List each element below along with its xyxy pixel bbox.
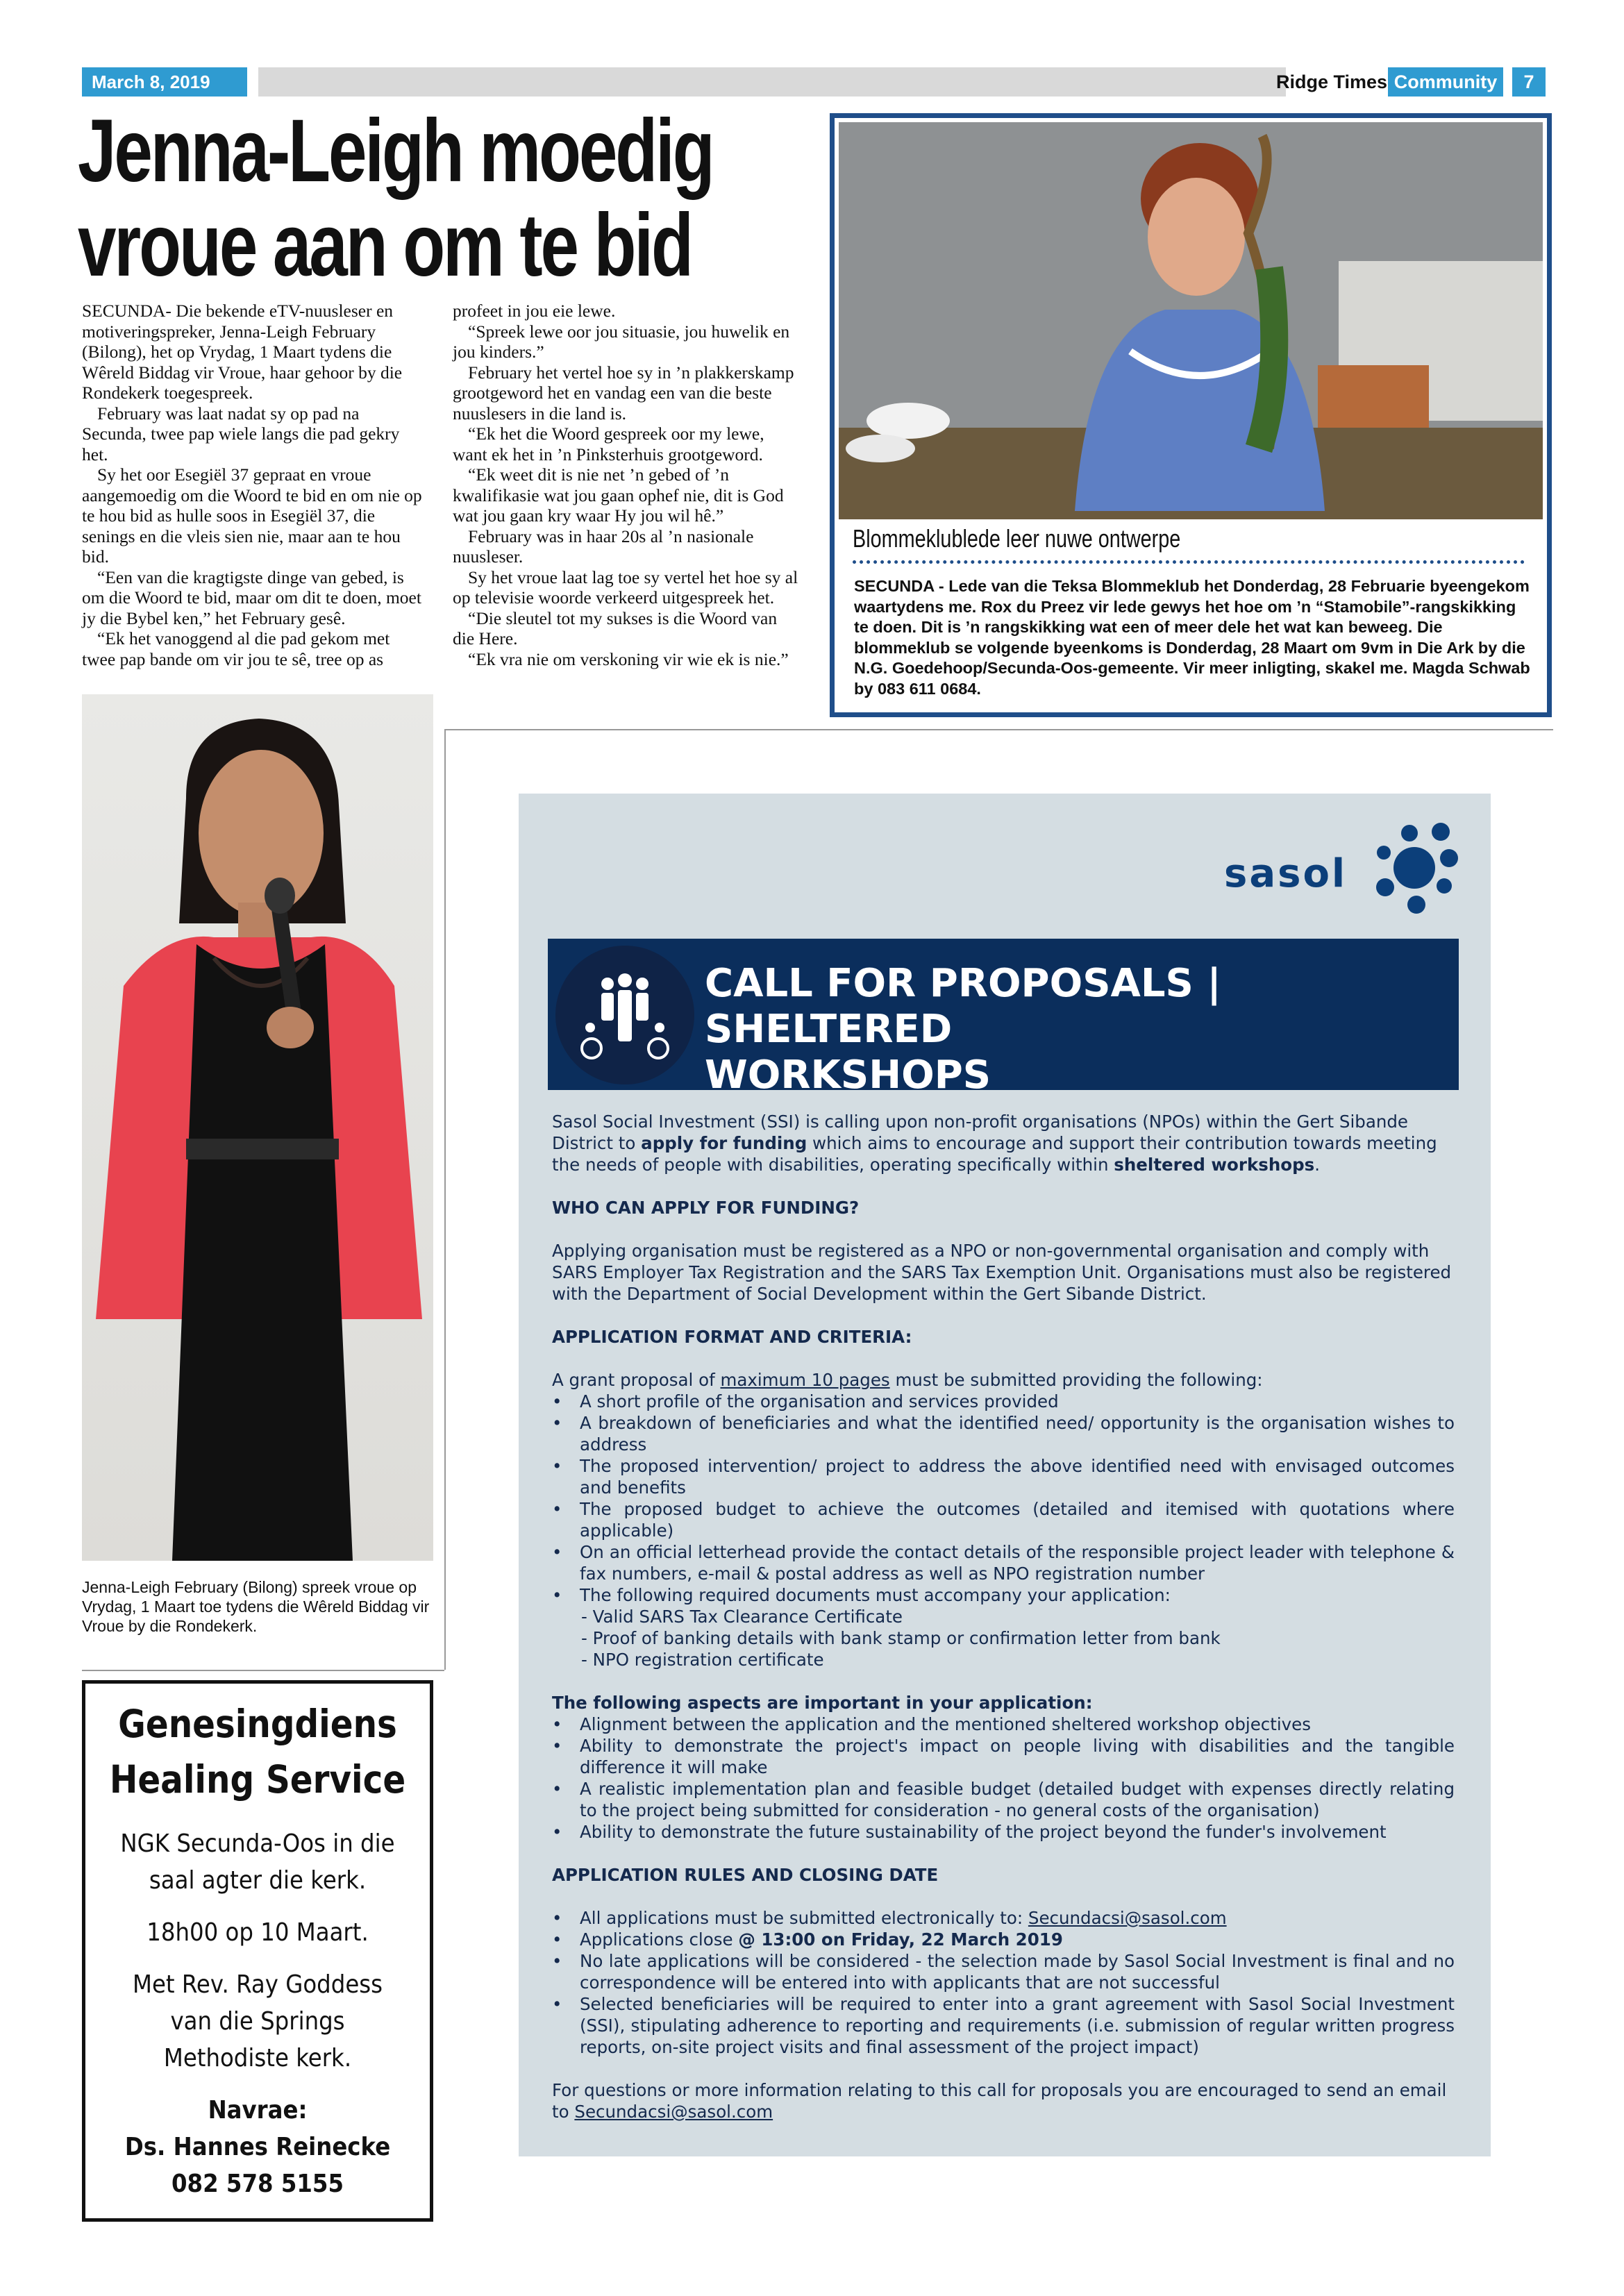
notice-contact-phone: 082 578 5155 [171,2170,344,2198]
format-intro-text: must be submitted providing the following: [889,1370,1263,1390]
article-paragraph: February het vertel hoe sy in ’n plakkerskamp grootgeword het en vandag een van die beste nuuslesers in die land is. [453,362,794,424]
article-paragraph: Sy het oor Esegiël 37 gepraat en vroue aangemoedig om die Woord te bid en om nie op te hou bid as hulle soos in Esegiël 37, die senings en die vleis sien nie, maar aan te hou bid. [82,464,422,567]
email-link[interactable]: Secundacsi@sasol.com [574,2102,773,2122]
list-item: • On an official letterhead provide the contact details of the responsible project leader with telephone & fax numbers, e-mail & postal address as well as NPO registration number [552,1541,1455,1584]
list-item: • The following required documents must accompany your application: [552,1584,1455,1606]
flower-club-title: Blommeklublede leer nuwe ontwerpe [853,524,1181,553]
list-item: • The proposed budget to achieve the outcomes (detailed and itemised with quotations where applicable) [552,1498,1455,1541]
dotted-rule [853,560,1525,564]
banner-title-line-2: WORKSHOPS [705,1053,991,1098]
notice-title-english: Healing Service [109,1757,406,1802]
intro-emphasis: apply for funding [641,1133,807,1153]
notice-speaker-line-1: Met Rev. Ray Goddess [132,1970,383,1999]
article-column-2 [453,301,801,669]
rules-list [552,1907,1455,2058]
intro-text: Sasol Social Investment (SSI) is calling upon non-profit organisations (NPOs) within the Gert Sibande District to [552,1112,1408,1153]
issue-date: March 8, 2019 [82,67,247,97]
article-column-1 [82,301,426,669]
rules-text: All applications must be submitted electronically to: [580,1908,1028,1928]
list-item: • Ability to demonstrate the project's impact on people living with disabilities and the tangible difference it will make [552,1735,1455,1778]
format-intro-text: A grant proposal of [552,1370,721,1390]
list-item: • The proposed intervention/ project to address the above identified need with envisaged outcomes and benefits [552,1455,1455,1498]
sasol-logo-text: sasol [1224,851,1348,896]
article-paragraph: “Ek het vanoggend al die pad gekom met twee pap bande om vir jou te sê, tree op as [82,628,390,669]
list-item: • Selected beneficiaries will be required to enter into a grant agreement with Sasol Social Investment (SSI), stipulating adherence to reporting and requirements (i.e. submission of regular written progress reports, on-site project visits and final assessment of the project impact) [552,1993,1455,2058]
who-heading: WHO CAN APPLY FOR FUNDING? [552,1198,860,1218]
proposal-body [552,1111,1455,2122]
section-label: Community [1388,67,1503,97]
article-headline [78,101,713,295]
rules-heading: APPLICATION RULES AND CLOSING DATE [552,1865,939,1885]
aspects-heading: The following aspects are important in your application: [552,1693,1093,1713]
closing-paragraph [552,2079,1455,2122]
article-paragraph: “Spreek lewe oor jou situasie, jou huwelik en jou kinders.” [453,321,790,362]
email-link[interactable]: Secundacsi@sasol.com [1028,1908,1227,1928]
list-item [552,1929,1455,1950]
article-paragraph: February was in haar 20s al ’n nasionale nuusleser. [453,526,754,567]
column-divider [444,729,446,1670]
list-item [552,1907,1455,1929]
people-disability-icon [555,946,694,1084]
article-paragraph: profeet in jou eie lewe. [453,301,616,321]
document-item: - Proof of banking details with bank stamp or confirmation letter from bank [581,1628,1221,1648]
format-intro-limit: maximum 10 pages [720,1370,890,1390]
document-item: - NPO registration certificate [581,1650,824,1670]
banner-title-line-1: CALL FOR PROPOSALS | SHELTERED [705,961,1221,1052]
format-heading: APPLICATION FORMAT AND CRITERIA: [552,1327,912,1347]
article-paragraph: “Ek het die Woord gespreek oor my lewe, want ek het in ’n Pinksterhuis grootgeword. [453,424,764,464]
notice-title-afrikaans: Genesingdiens [118,1702,397,1746]
speaker-photo-caption: Jenna-Leigh February (Bilong) spreek vroue op Vrydag, 1 Maart toe tydens die Wêreld Biddag vir Vroue by die Rondekerk. [82,1578,430,1635]
article-paragraph: “Ek vra nie om verskoning vir wie ek is nie.” [468,648,789,669]
header-bar [258,67,1286,97]
notice-speaker-line-3: Methodiste kerk. [163,2044,352,2072]
article-paragraph: “Die sleutel tot my sukses is die Woord van die Here. [453,607,778,648]
page-number: 7 [1512,67,1546,97]
list-item: • A realistic implementation plan and feasible budget (detailed budget with expenses directly relating to the project being submitted for consideration - no general costs of the organisation) [552,1778,1455,1821]
article-paragraph: “Ek weet dit is nie net ’n gebed of ’n kwalifikasie wat jou gaan ophef nie, dit is God wat jou gaan kry waar Hy jou wil hê.” [453,464,784,526]
article-paragraph: February was laat nadat sy op pad na Secunda, twee pap wiele langs die pad gekry het. [82,403,400,464]
list-item: • Ability to demonstrate the future sustainability of the project beyond the funder's involvement [552,1821,1455,1843]
intro-paragraph [552,1111,1455,1175]
banner-icon-circle [555,946,694,1084]
format-list [552,1391,1455,1606]
notice-enquiries-label: Navrae: [208,2096,308,2125]
article-paragraph: SECUNDA- Die bekende eTV-nuusleser en motiveringspreker, Jenna-Leigh February (Bilong), het op Vrydag, 1 Maart tydens die Wêreld Biddag vir Vroue, haar gehoor by die Rondekerk toegespreek. [82,301,403,403]
sasol-logo-icon [1371,818,1462,915]
list-item: • A breakdown of beneficiaries and what the identified need/ opportunity is the organisation wishes to address [552,1412,1455,1455]
document-item: - Valid SARS Tax Clearance Certificate [581,1607,903,1627]
proposal-banner-title [705,961,1448,1098]
list-item: • A short profile of the organisation and services provided [552,1391,1455,1412]
flower-arrangement-illustration [839,122,1543,519]
headline-line-2: vroue aan om te bid [78,196,692,295]
intro-text: which aims to encourage and support their contribution towards meeting the needs of people with disabilities, operating specifically within [552,1133,1437,1175]
speaker-illustration [82,694,433,1561]
closing-text: For questions or more information relating to this call for proposals you are encouraged to send an email to [552,2080,1447,2122]
closing-date: @ 13:00 on Friday, 22 March 2019 [738,1929,1063,1950]
article-paragraph: “Een van die kragtigste dinge van gebed, is om die Woord te bid, maar om dit te doen, moet jy die Bybel ken,” het February gesê. [82,567,421,628]
list-item: • Alignment between the application and the mentioned sheltered workshop objectives [552,1713,1455,1735]
intro-text: . [1314,1155,1321,1175]
notice-speaker-line-2: van die Springs [170,2007,345,2036]
headline-line-1: Jenna-Leigh moedig [78,101,713,201]
section-divider [82,1670,444,1671]
notice-venue-line-2: saal agter die kerk. [149,1866,367,1895]
section-divider [444,729,1553,730]
rules-text: Applications close [580,1929,739,1950]
flower-club-photo [839,122,1543,519]
healing-service-notice [82,1680,433,2222]
speaker-photo [82,694,433,1561]
format-intro [552,1369,1455,1391]
list-item: • No late applications will be considered - the selection made by Sasol Social Investment is final and no correspondence will be entered into with applicants that are not successful [552,1950,1455,1993]
intro-emphasis: sheltered workshops [1114,1155,1315,1175]
notice-time: 18h00 op 10 Maart. [147,1918,369,1947]
notice-venue-line-1: NGK Secunda-Oos in die [120,1829,395,1858]
flower-club-text: SECUNDA - Lede van die Teksa Blommeklub het Donderdag, 28 Februarie byeengekom waartydens me. Rox du Preez vir lede gewys het hoe om ’n “Stamobile”-rangskikking te doen. Dit is ’n rangskikking wat een of meer dele het wat kan beweeg. Die blommeklub se volgende byeenkoms is Donderdag, 28 Maart om 9vm in Die Ark by die N.G. Goedehoop/Secunda-Oos-gemeente. Vir meer inligting, skakel me. Magda Schwab by 083 611 0684. [854,577,1530,698]
notice-contact-name: Ds. Hannes Reinecke [124,2133,391,2161]
aspects-list [552,1713,1455,1843]
article-paragraph: Sy het vroue laat lag toe sy vertel het hoe sy al op televisie woorde verkeerd uitgespreek het. [453,567,798,607]
publication-name: Ridge Times [1276,72,1388,92]
who-text: Applying organisation must be registered as a NPO or non-governmental organisation and comply with SARS Employer Tax Registration and the SARS Tax Exemption Unit. Organisations must also be registered with the Department of Social Development within the Gert Sibande District. [552,1241,1452,1304]
